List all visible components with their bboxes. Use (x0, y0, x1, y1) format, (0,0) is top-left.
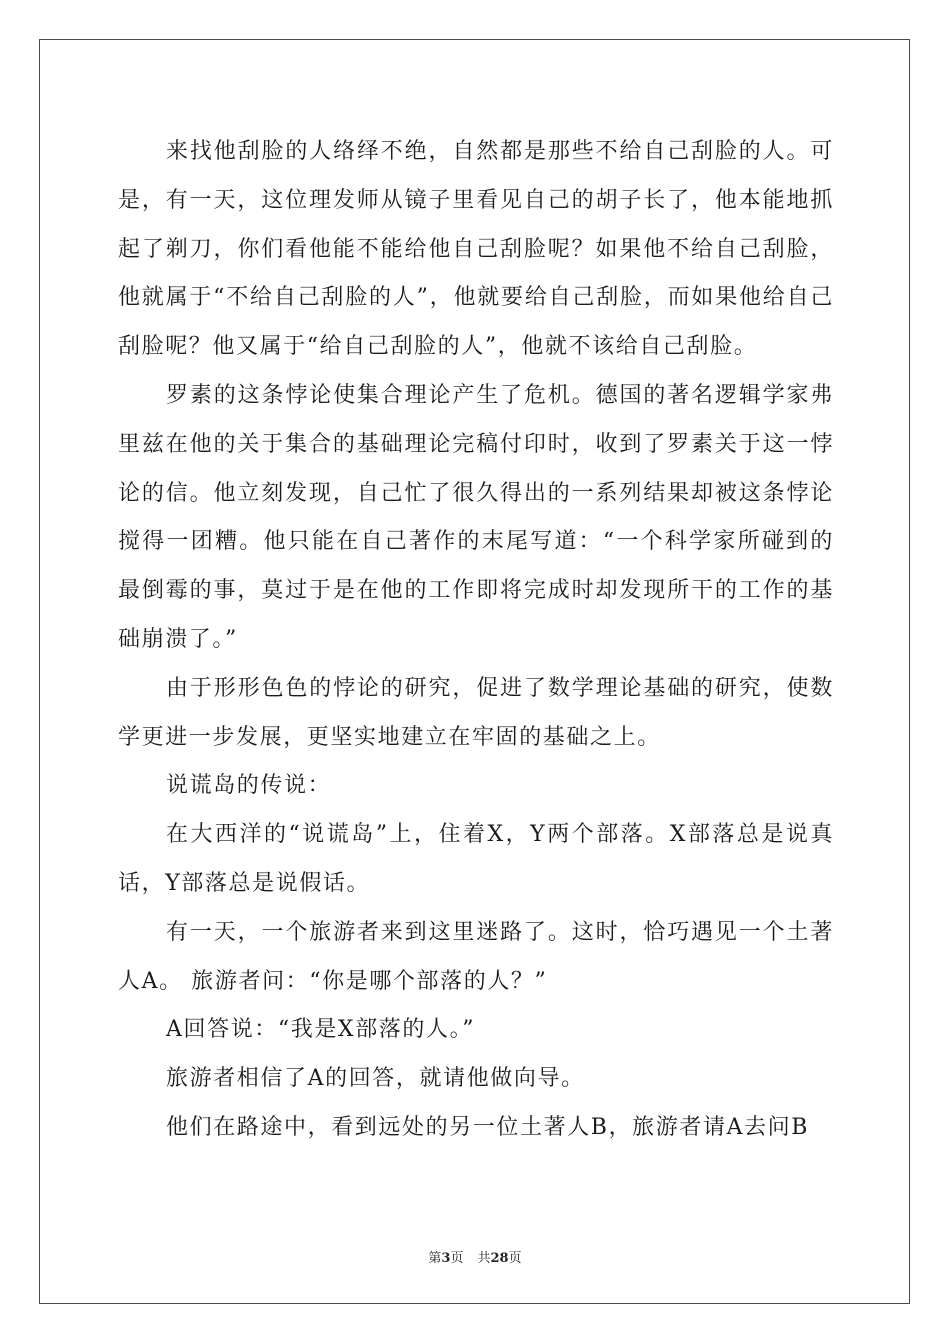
paragraph-6: A回答说：“我是X部落的人。” (166, 1017, 476, 1043)
footer-page-suffix: 页 (450, 1251, 464, 1266)
paragraph-2: 罗素的这条悖论使集合理论产生了危机。德国的著名逻辑学家弗里兹在他的关于集合的基础理论完稿付印时，收到了罗素关于这一悖论的信。他立刻发现，自己忙了很久得出的一系列结果却被这条悖论搅得一团糟。他只能在自己著作的末尾写道：“一个科学家所碰到的最倒霉的事，莫过于是在他的工作即将完成时却发现所干的工作的基础崩溃了。” (118, 382, 834, 652)
paragraph-7: 旅游者相信了A的回答，就请他做向导。 (166, 1066, 585, 1092)
paragraph-8: 他们在路途中，看到远处的另一位土著人B，旅游者请A去问B (166, 1114, 810, 1140)
footer-total-suffix: 页 (508, 1251, 522, 1266)
paragraph-1: 来找他刮脸的人络绎不绝，自然都是那些不给自己刮脸的人。可是，有一天，这位理发师从镜子里看见自己的胡子长了，他本能地抓起了剃刀，你们看他能不能给他自己刮脸呢？如果他不给自己刮脸，他就属于“不给自己刮脸的人”，他就要给自己刮脸，而如果他给自己刮脸呢？他又属于“给自己刮脸的人”，他就不该给自己刮脸。 (118, 139, 834, 360)
page-footer (0, 1247, 950, 1266)
footer-total-pages: 28 (490, 1251, 509, 1266)
footer-page-prefix: 第 (428, 1251, 442, 1266)
paragraph-5: 有一天，一个旅游者来到这里迷路了。这时，恰巧遇见一个土著人A。 旅游者问：“你是哪个部落的人？” (118, 919, 834, 994)
section-heading: 说谎岛的传说： (166, 773, 332, 799)
document-body (118, 128, 834, 1153)
paragraph-3: 由于形形色色的悖论的研究，促进了数学理论基础的研究，使数学更进一步发展，更坚实地建立在牢固的基础之上。 (118, 675, 834, 750)
footer-total-prefix: 共 (477, 1251, 491, 1266)
footer-page-number: 3 (441, 1251, 451, 1266)
paragraph-4: 在大西洋的“说谎岛”上，住着X，Y两个部落。X部落总是说真话，Y部落总是说假话。 (118, 822, 834, 896)
